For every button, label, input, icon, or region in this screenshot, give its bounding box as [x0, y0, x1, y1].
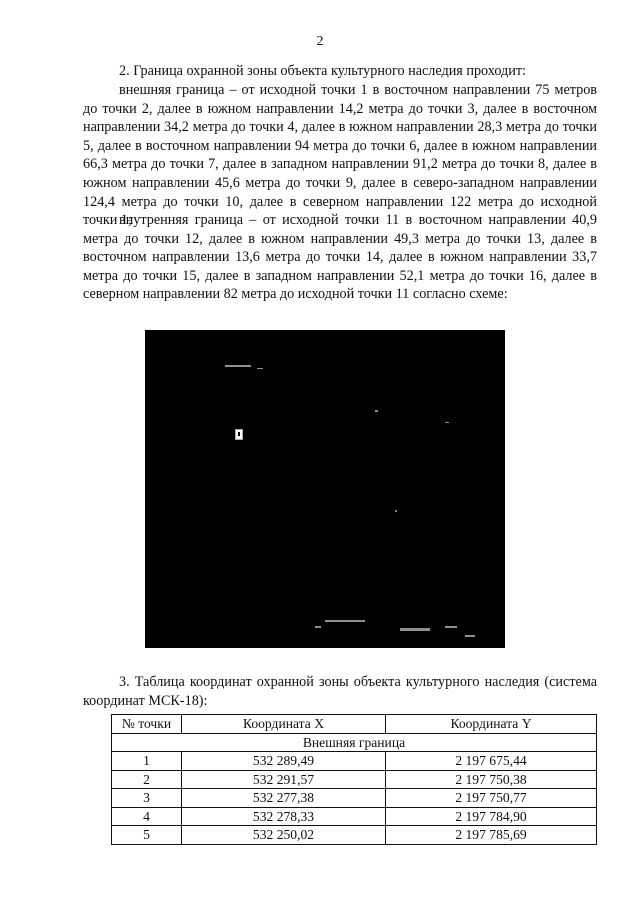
cell-point: 2 [112, 770, 182, 789]
table-row [112, 826, 597, 845]
cell-y: 2 197 675,44 [386, 752, 597, 771]
section2-heading-text: 2. Граница охранной зоны объекта культурного наследия проходит: [119, 63, 526, 79]
boundary-scheme-image [145, 330, 505, 648]
table-row [112, 807, 597, 826]
outer-boundary-text: внешняя граница – от исходной точки 1 в восточном направлении 75 метров до точки 2, далее в южном направлении 14,2 метра до точки 3, далее в восточном направлении 34,2 метра до точки 4, далее в южном направлении 28,3 метра до точки 5, далее в восточном направлении 94 метра до точки 6, далее в южном направлении 66,3 метра до точки 7, далее в западном направлении 91,2 метра до точки 8, далее в южном направлении 45,6 метра до точки 9, далее в северо-западном направлении 124,4 метра до точки 10, далее в северном направлении 122 метра до исходной точки 1; [83, 82, 597, 229]
group-label-outer-boundary: Внешняя граница [112, 733, 597, 752]
cell-x: 532 250,02 [182, 826, 386, 845]
cell-point: 3 [112, 789, 182, 808]
table-row [112, 789, 597, 808]
coordinates-table [111, 714, 597, 845]
cell-point: 5 [112, 826, 182, 845]
section3-heading-text: 3. Таблица координат охранной зоны объекта культурного наследия (система координат МСК-18): [83, 674, 597, 709]
cell-x: 532 291,57 [182, 770, 386, 789]
scheme-marker-icon [235, 429, 243, 440]
cell-y: 2 197 750,77 [386, 789, 597, 808]
cell-point: 4 [112, 807, 182, 826]
inner-boundary-text: внутренняя граница – от исходной точки 11 в восточном направлении 40,9 метра до точки 12, далее в южном направлении 49,3 метра до точки 13, далее в восточном направлении 13,6 метра до точки 14, далее в южном направлении 33,7 метра до точки 15, далее в западном направлении 52,1 метра до точки 16, далее в северном направлении 82 метра до исходной точки 11 согласно схеме: [83, 212, 597, 303]
section3-heading [83, 673, 597, 710]
column-header-x: Координата X [182, 715, 386, 734]
inner-boundary-paragraph [83, 211, 597, 304]
table-header-row [112, 715, 597, 734]
cell-x: 532 289,49 [182, 752, 386, 771]
cell-y: 2 197 784,90 [386, 807, 597, 826]
table-group-row [112, 733, 597, 752]
table-row [112, 770, 597, 789]
cell-point: 1 [112, 752, 182, 771]
cell-x: 532 278,33 [182, 807, 386, 826]
page-number: 2 [316, 34, 324, 49]
table-row [112, 752, 597, 771]
section2-heading [83, 62, 597, 81]
cell-y: 2 197 785,69 [386, 826, 597, 845]
outer-boundary-paragraph [83, 81, 597, 230]
cell-y: 2 197 750,38 [386, 770, 597, 789]
column-header-point: № точки [112, 715, 182, 734]
cell-x: 532 277,38 [182, 789, 386, 808]
column-header-y: Координата Y [386, 715, 597, 734]
